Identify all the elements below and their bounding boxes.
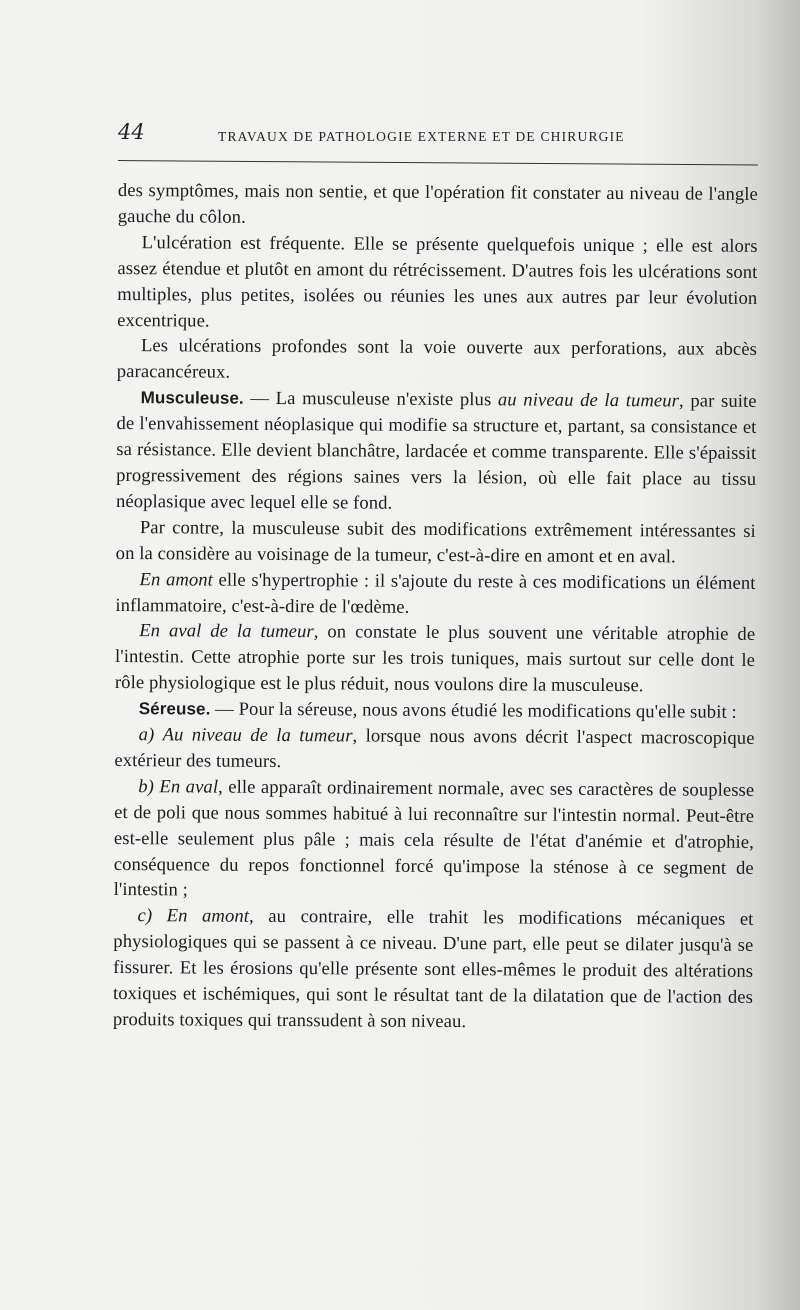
body-text <box>113 178 758 1037</box>
paragraph: L'ulcération est fréquente. Elle se présente quelquefois unique ; elle est alors assez étendue et plutôt en amont du rétrécissement. D'autres fois les ulcérations sont multiples, plus petites, isolées ou réunies les unes aux autres par leur évolution excentrique. <box>117 231 758 332</box>
paragraph: Par contre, la musculeuse subit des modifications extrêmement intéressantes si on la considère au voisinage de la tumeur, c'est-à-dire en amont et en aval. <box>115 516 756 568</box>
page-header <box>118 120 758 156</box>
paragraph: En aval de la tumeur, on constate le plus souvent une véritable atrophie de l'intestin. Cette atrophie porte sur les trois tuniques, mais surtout sur celle dont le rôle physiologique est le plus réduit, nous voulons dire la musculeuse. <box>114 620 756 697</box>
paragraph-musculeuse: Musculeuse. — La musculeuse n'existe plus au niveau de la tumeur, par suite de l'envahissement néoplasique qui modifie sa structure et, partant, sa consistance et sa résistance. Elle devient blanchâtre, lardacée et comme transparente. Elle s'épaissit progressivement des régions saines vers la lésion, où elle fait place au tissu néoplasique avec lequel elle se fond. <box>115 388 757 514</box>
section-heading: Musculeuse. <box>140 388 244 409</box>
section-heading: Séreuse. <box>138 699 211 719</box>
list-item: a) Au niveau de la tumeur, lorsque nous avons décrit l'aspect macroscopique extérieur des tumeurs. <box>114 724 755 772</box>
paragraph: des symptômes, mais non sentie, et que l'opération fit constater au niveau de l'angle gauche du côlon. <box>117 179 758 228</box>
page-number: 44 <box>118 120 145 144</box>
list-item: b) En aval, elle apparaît ordinairement normale, avec ses caractères de souplesse et de poli que nous sommes habitué à lui reconnaître sur l'intestin normal. Peut-être est-elle seulement plus pâle ; mais cela résulte de l'état d'anémie et d'atrophie, conséquence du repos fonctionnel forcé qu'impose la sténose à ce segment de l'intestin ; <box>113 775 755 901</box>
running-title: TRAVAUX DE PATHOLOGIE EXTERNE ET DE CHIRURGIE <box>218 129 625 144</box>
paragraph: En amont elle s'hypertrophie : il s'ajoute du reste à ces modifications un élément inflammatoire, c'est-à-dire de l'œdème. <box>115 568 756 618</box>
paragraph: Les ulcérations profondes sont la voie ouverte aux perforations, aux abcès paracancéreux. <box>116 335 758 384</box>
list-item: c) En amont, au contraire, elle trahit les modifications mécaniques et physiologiques qui se passent à ce niveau. D'une part, elle peut se dilater jusqu'à se fissurer. Et les érosions qu'elle présente sont elles-mêmes le produit des altérations toxiques et ischémiques, qui sont le résultat tant de la dilatation que de l'action des produits toxiques qui transsudent à son niveau. <box>112 905 754 1033</box>
paragraph-sereuse: Séreuse. — Pour la séreuse, nous avons étudié les modifications qu'elle subit : <box>138 698 737 723</box>
header-rule <box>118 160 758 165</box>
